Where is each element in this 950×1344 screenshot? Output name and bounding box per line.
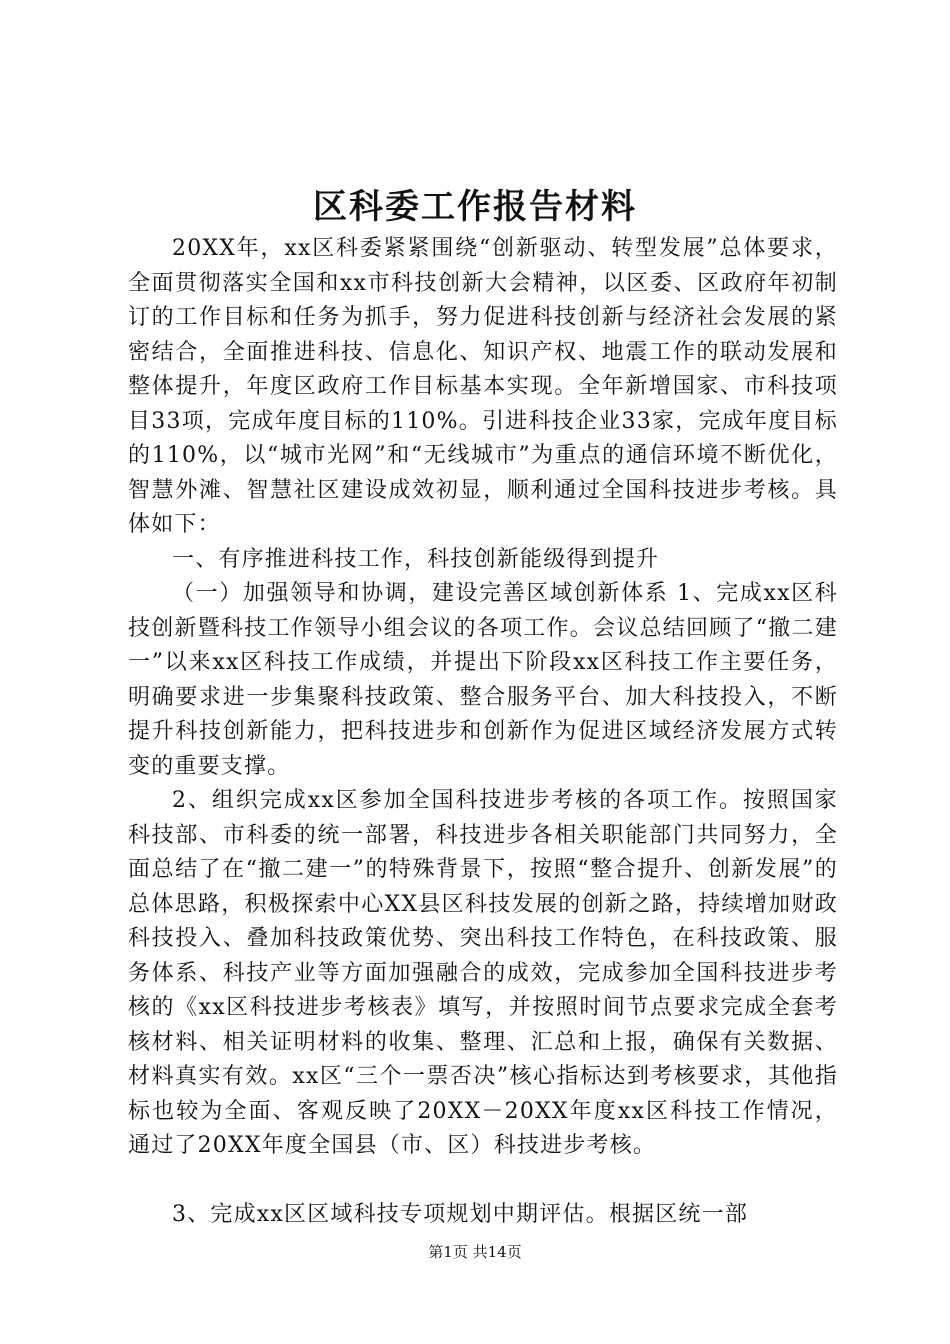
document-body — [128, 232, 838, 1232]
intro-paragraph: 20XX年，xx区科委紧紧围绕“创新驱动、转型发展”总体要求，全面贯彻落实全国和xx市科技创新大会精神，以区委、区政府年初制订的工作目标和任务为抓手，努力促进科技创新与经济社会发展的紧密结合，全面推进科技、信息化、知识产权、地震工作的联动发展和整体提升，年度区政府工作目标基本实现。全年新增国家、市科技项目33项，完成年度目标的110%。引进科技企业33家，完成年度目标的110%，以“城市光网”和“无线城市”为重点的通信环境不断优化，智慧外滩、智慧社区建设成效初显，顺利通过全国科技进步考核。具体如下： — [128, 236, 838, 537]
subsection-paragraph: （一）加强领导和协调，建设完善区域创新体系 1、完成xx区科技创新暨科技工作领导小组会议的各项工作。会议总结回顾了“撤二建一”以来xx区科技工作成绩，并提出下阶段xx区科技工作主要任务，明确要求进一步集聚科技政策、整合服务平台、加大科技投入，不断提升科技创新能力，把科技进步和创新作为促进区域经济发展方式转变的重要支撑。 — [128, 581, 838, 779]
body-paragraph: 2、组织完成xx区参加全国科技进步考核的各项工作。按照国家科技部、市科委的统一部署，科技进步各相关职能部门共同努力，全面总结了在“撤二建一”的特殊背景下，按照“整合提升、创新发展”的总体思路，积极探索中心XX县区科技发展的创新之路，持续增加财政科技投入、叠加科技政策优势、突出科技工作特色，在科技政策、服务体系、科技产业等方面加强融合的成效，完成参加全国科技进步考核的《xx区科技进步考核表》填写，并按照时间节点要求完成全套考核材料、相关证明材料的收集、整理、汇总和上报，确保有关数据、材料真实有效。xx区“三个一票否决”核心指标达到考核要求，其他指标也较为全面、客观反映了20XX－20XX年度xx区科技工作情况，通过了20XX年度全国县（市、区）科技进步考核。 — [128, 788, 838, 1158]
body-paragraph: 3、完成xx区区域科技专项规划中期评估。根据区统一部 — [172, 1201, 749, 1227]
page-number: 第1页 共14页 — [428, 1243, 522, 1261]
document-title: 区科委工作报告材料 — [313, 187, 637, 227]
section-heading: 一、有序推进科技工作，科技创新能级得到提升 — [172, 546, 660, 572]
